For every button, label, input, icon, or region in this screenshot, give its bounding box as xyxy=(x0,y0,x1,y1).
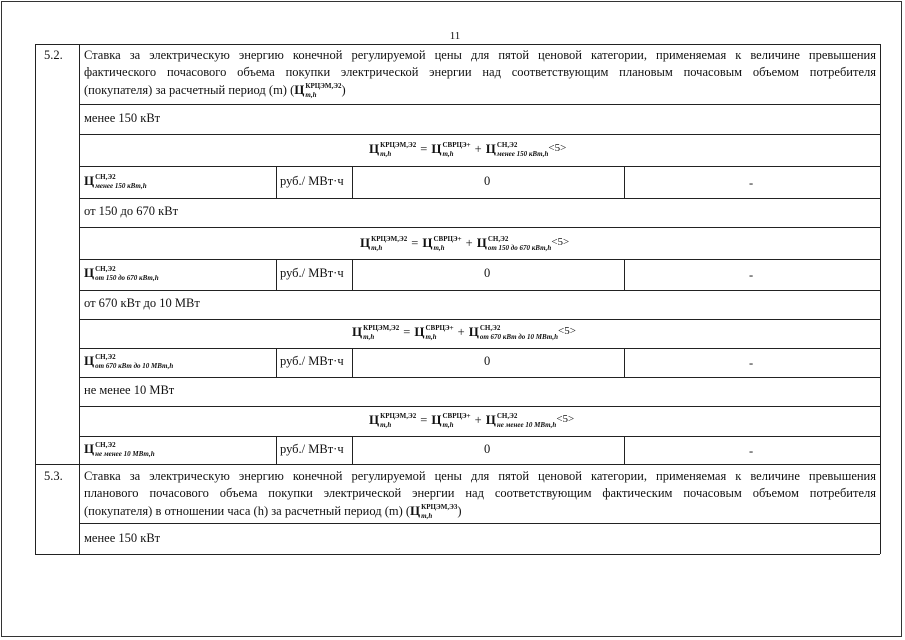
symbol-sub: от 670 кВт до 10 МВт,h xyxy=(479,333,558,342)
symbol-sup: СВРЦЭ+ xyxy=(442,141,471,150)
unit-cell: руб./ МВт·ч xyxy=(280,442,344,456)
table-line xyxy=(624,166,625,198)
table-line xyxy=(624,436,625,464)
symbol-sub: m,h xyxy=(305,91,317,100)
price-symbol: Ц xyxy=(410,503,421,518)
symbol-sup: КРЦЭМ,Э2 xyxy=(371,235,408,244)
price-symbol: Ц xyxy=(414,324,425,339)
table-line xyxy=(79,134,880,135)
price-symbol: Ц xyxy=(294,82,305,97)
table-line xyxy=(79,166,880,167)
symbol-sub: m,h xyxy=(380,421,392,430)
row-symbol xyxy=(84,353,173,371)
price-symbol: Ц xyxy=(84,173,95,188)
table-line xyxy=(352,436,353,464)
price-symbol: Ц xyxy=(84,441,95,456)
description-line: Ставка за электрическую энергию конечной регулируемой цены для пятой ценовой категории, применяемая к величине превышения xyxy=(84,48,876,62)
price-symbol: Ц xyxy=(485,141,496,156)
symbol-sub: m,h xyxy=(442,421,454,430)
symbol-sup: КРЦЭМ,Э2 xyxy=(380,141,417,150)
table-line xyxy=(352,166,353,198)
close-paren: ) xyxy=(341,83,346,97)
symbol-sub: m,h xyxy=(425,333,437,342)
table-line xyxy=(352,348,353,377)
symbol-sub: m,h xyxy=(442,150,454,159)
table-line xyxy=(79,406,880,407)
symbol-sup: КРЦЭМ,Э2 xyxy=(305,82,342,91)
symbol-sup: СН,Э2 xyxy=(496,141,518,150)
price-symbol: Ц xyxy=(431,412,442,427)
table-line xyxy=(624,259,625,290)
unit-cell: руб./ МВт·ч xyxy=(280,266,344,280)
table-line xyxy=(79,436,880,437)
symbol-sup: СН,Э2 xyxy=(95,441,116,450)
page-number: 11 xyxy=(449,30,461,42)
price-symbol: Ц xyxy=(422,235,433,250)
table-line xyxy=(79,198,880,199)
price-symbol: Ц xyxy=(369,141,380,156)
plus-sign: + xyxy=(465,236,473,250)
table-line xyxy=(624,348,625,377)
symbol-sup: КРЦЭМ,Э3 xyxy=(421,503,458,512)
symbol-sub: от 670 кВт до 10 МВт,h xyxy=(95,362,174,371)
description-line xyxy=(84,81,876,100)
footnote-ref: <5> xyxy=(556,413,575,425)
table-line xyxy=(79,377,880,378)
symbol-sub: m,h xyxy=(380,150,392,159)
footnote-ref: <5> xyxy=(551,236,570,248)
table-line xyxy=(79,523,880,524)
symbol-sup: СВРЦЭ+ xyxy=(442,412,471,421)
description-text: (покупателя) за расчетный период (m) ( xyxy=(84,83,295,97)
description-text: (покупателя) в отношении часа (h) за расчетный период (m) ( xyxy=(84,504,411,518)
formula xyxy=(360,235,569,253)
description-line xyxy=(84,502,876,521)
symbol-sub: m,h xyxy=(371,244,383,253)
description-line: фактического почасового объема покупки электрической энергии над соответствующим плановым почасовым объемом потребителя xyxy=(84,65,876,79)
item-description xyxy=(84,468,876,521)
value-cell: 0 xyxy=(484,174,491,188)
price-symbol: Ц xyxy=(360,235,371,250)
band-label: менее 150 кВт xyxy=(84,531,161,545)
price-symbol: Ц xyxy=(468,324,479,339)
table-line xyxy=(79,104,880,105)
formula xyxy=(369,141,566,159)
dash-cell: - xyxy=(749,176,754,190)
price-symbol: Ц xyxy=(369,412,380,427)
table-line xyxy=(79,259,880,260)
symbol-sup: СВРЦЭ+ xyxy=(433,235,462,244)
value-cell: 0 xyxy=(484,354,491,368)
table-line xyxy=(35,44,36,554)
table-line xyxy=(79,319,880,320)
symbol-sup: СН,Э2 xyxy=(95,173,116,182)
symbol-sup: СН,Э2 xyxy=(487,235,509,244)
table-line xyxy=(79,44,80,554)
symbol-sub: менее 150 кВт,h xyxy=(95,182,147,191)
symbol-sup: КРЦЭМ,Э2 xyxy=(363,324,400,333)
table-line xyxy=(276,348,277,377)
band-label: от 670 кВт до 10 МВт xyxy=(84,296,200,310)
item-number: 5.2. xyxy=(44,48,63,62)
symbol-sub: от 150 до 670 кВт,h xyxy=(95,274,159,283)
band-label: не менее 10 МВт xyxy=(84,383,175,397)
symbol-sub: m,h xyxy=(421,512,433,521)
formula xyxy=(352,324,576,342)
price-symbol: Ц xyxy=(84,265,95,280)
row-symbol xyxy=(84,441,155,459)
dash-cell: - xyxy=(749,444,754,458)
row-symbol xyxy=(84,173,147,191)
symbol-sup: СВРЦЭ+ xyxy=(425,324,454,333)
equals-sign: = xyxy=(420,413,428,427)
table-line xyxy=(35,554,880,555)
band-label: менее 150 кВт xyxy=(84,111,161,125)
equals-sign: = xyxy=(420,142,428,156)
table-line xyxy=(352,259,353,290)
unit-cell: руб./ МВт·ч xyxy=(280,174,344,188)
price-symbol: Ц xyxy=(476,235,487,250)
value-cell: 0 xyxy=(484,266,491,280)
value-cell: 0 xyxy=(484,442,491,456)
table-line xyxy=(35,464,880,465)
item-number: 5.3. xyxy=(44,469,63,483)
symbol-sup: СН,Э2 xyxy=(95,265,116,274)
symbol-sub: от 150 до 670 кВт,h xyxy=(487,244,552,253)
symbol-sup: СН,Э2 xyxy=(479,324,501,333)
table-line xyxy=(276,259,277,290)
unit-cell: руб./ МВт·ч xyxy=(280,354,344,368)
plus-sign: + xyxy=(457,325,465,339)
table-line xyxy=(276,166,277,198)
item-description xyxy=(84,47,876,100)
description-line: Ставка за электрическую энергию конечной регулируемой цены для пятой ценовой категории, применяемая к величине превышения xyxy=(84,469,876,483)
symbol-sub: m,h xyxy=(363,333,375,342)
symbol-sub: не менее 10 МВт,h xyxy=(496,421,557,430)
table-line xyxy=(79,348,880,349)
table-line xyxy=(35,44,880,45)
price-symbol: Ц xyxy=(352,324,363,339)
formula xyxy=(369,412,574,430)
table-line xyxy=(79,290,880,291)
footnote-ref: <5> xyxy=(548,142,567,154)
row-symbol xyxy=(84,265,159,283)
equals-sign: = xyxy=(411,236,419,250)
plus-sign: + xyxy=(474,413,482,427)
dash-cell: - xyxy=(749,268,754,282)
table-line xyxy=(276,436,277,464)
symbol-sup: СН,Э2 xyxy=(496,412,518,421)
band-label: от 150 до 670 кВт xyxy=(84,204,179,218)
equals-sign: = xyxy=(403,325,411,339)
symbol-sub: не менее 10 МВт,h xyxy=(95,450,155,459)
close-paren: ) xyxy=(457,504,462,518)
dash-cell: - xyxy=(749,356,754,370)
plus-sign: + xyxy=(474,142,482,156)
symbol-sub: m,h xyxy=(433,244,445,253)
table-line xyxy=(79,227,880,228)
symbol-sup: КРЦЭМ,Э2 xyxy=(380,412,417,421)
description-line: планового почасового объема покупки электрической энергии над соответствующим фактическим почасовым объемом потребителя xyxy=(84,486,876,500)
symbol-sub: менее 150 кВт,h xyxy=(496,150,549,159)
price-symbol: Ц xyxy=(84,353,95,368)
price-symbol: Ц xyxy=(431,141,442,156)
symbol-sup: СН,Э2 xyxy=(95,353,116,362)
table-line xyxy=(880,44,881,554)
price-symbol: Ц xyxy=(485,412,496,427)
footnote-ref: <5> xyxy=(558,325,576,337)
